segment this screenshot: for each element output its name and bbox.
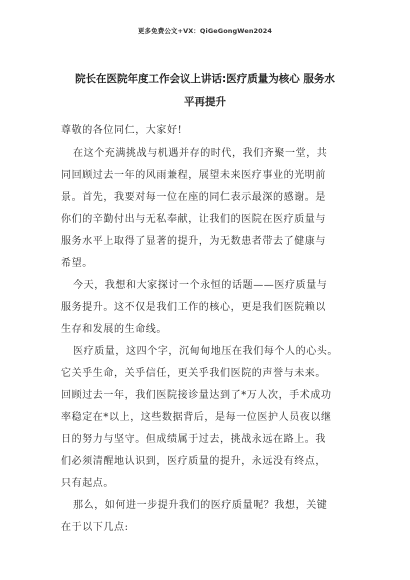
paragraph-1-line-2: 同回顾过去一年的风雨兼程，展望未来医疗事业的光明前 — [61, 170, 326, 181]
paragraph-3-line-5: 日的努力与坚守。但成绩属于过去，挑战永远在路上。我 — [61, 434, 326, 445]
paragraph-3-line-4: 率稳定在*以上，这些数据背后，是每一位医护人员夜以继 — [61, 412, 332, 423]
paragraph-1-line-6: 希望。 — [61, 258, 93, 269]
paragraph-3-line-2: 它关乎生命，关乎信任，更关乎我们医院的声誉与未来。 — [61, 368, 326, 379]
header-note: 更多免费公文+VX：QiGeGongWen2024 — [137, 27, 273, 35]
paragraph-1-line-4: 你们的辛勤付出与无私奉献，让我们的医院在医疗质量与 — [61, 214, 326, 225]
paragraph-3-line-7: 只有起点。 — [61, 478, 114, 489]
paragraph-2-line-3: 生存和发展的生命线。 — [61, 324, 167, 335]
document-title-line-1: 院长在医院年度工作会议上讲话:医疗质量为核心 服务水 — [75, 73, 335, 85]
paragraph-4-line-2: 在于以下几点: — [61, 522, 129, 533]
document-title-line-2: 平再提升 — [184, 96, 226, 108]
paragraph-3-line-6: 们必须清醒地认识到，医疗质量的提升，永远没有终点， — [61, 456, 326, 467]
paragraph-1-line-1: 在这个充满挑战与机遇并存的时代，我们齐聚一堂，共 — [73, 148, 328, 159]
paragraph-2-line-1: 今天，我想和大家探讨一个永恒的话题——医疗质量与 — [73, 280, 328, 291]
salutation: 尊敬的各位同仁，大家好! — [61, 125, 183, 136]
paragraph-4-line-1: 那么，如何进一步提升我们的医疗质量呢？我想，关键 — [73, 500, 328, 511]
paragraph-1-line-3: 景。首先，我要对每一位在座的同仁表示最深的感谢。是 — [61, 192, 326, 203]
paragraph-3-line-3: 回顾过去一年，我们医院接诊量达到了*万人次，手术成功 — [61, 390, 332, 401]
paragraph-2-line-2: 服务提升。这不仅是我们工作的核心，更是我们医院赖以 — [61, 302, 326, 313]
paragraph-3-line-1: 医疗质量，这四个字，沉甸甸地压在我们每个人的心头。 — [73, 346, 338, 357]
paragraph-1-line-5: 服务水平上取得了显著的提升，为无数患者带去了健康与 — [61, 236, 326, 247]
